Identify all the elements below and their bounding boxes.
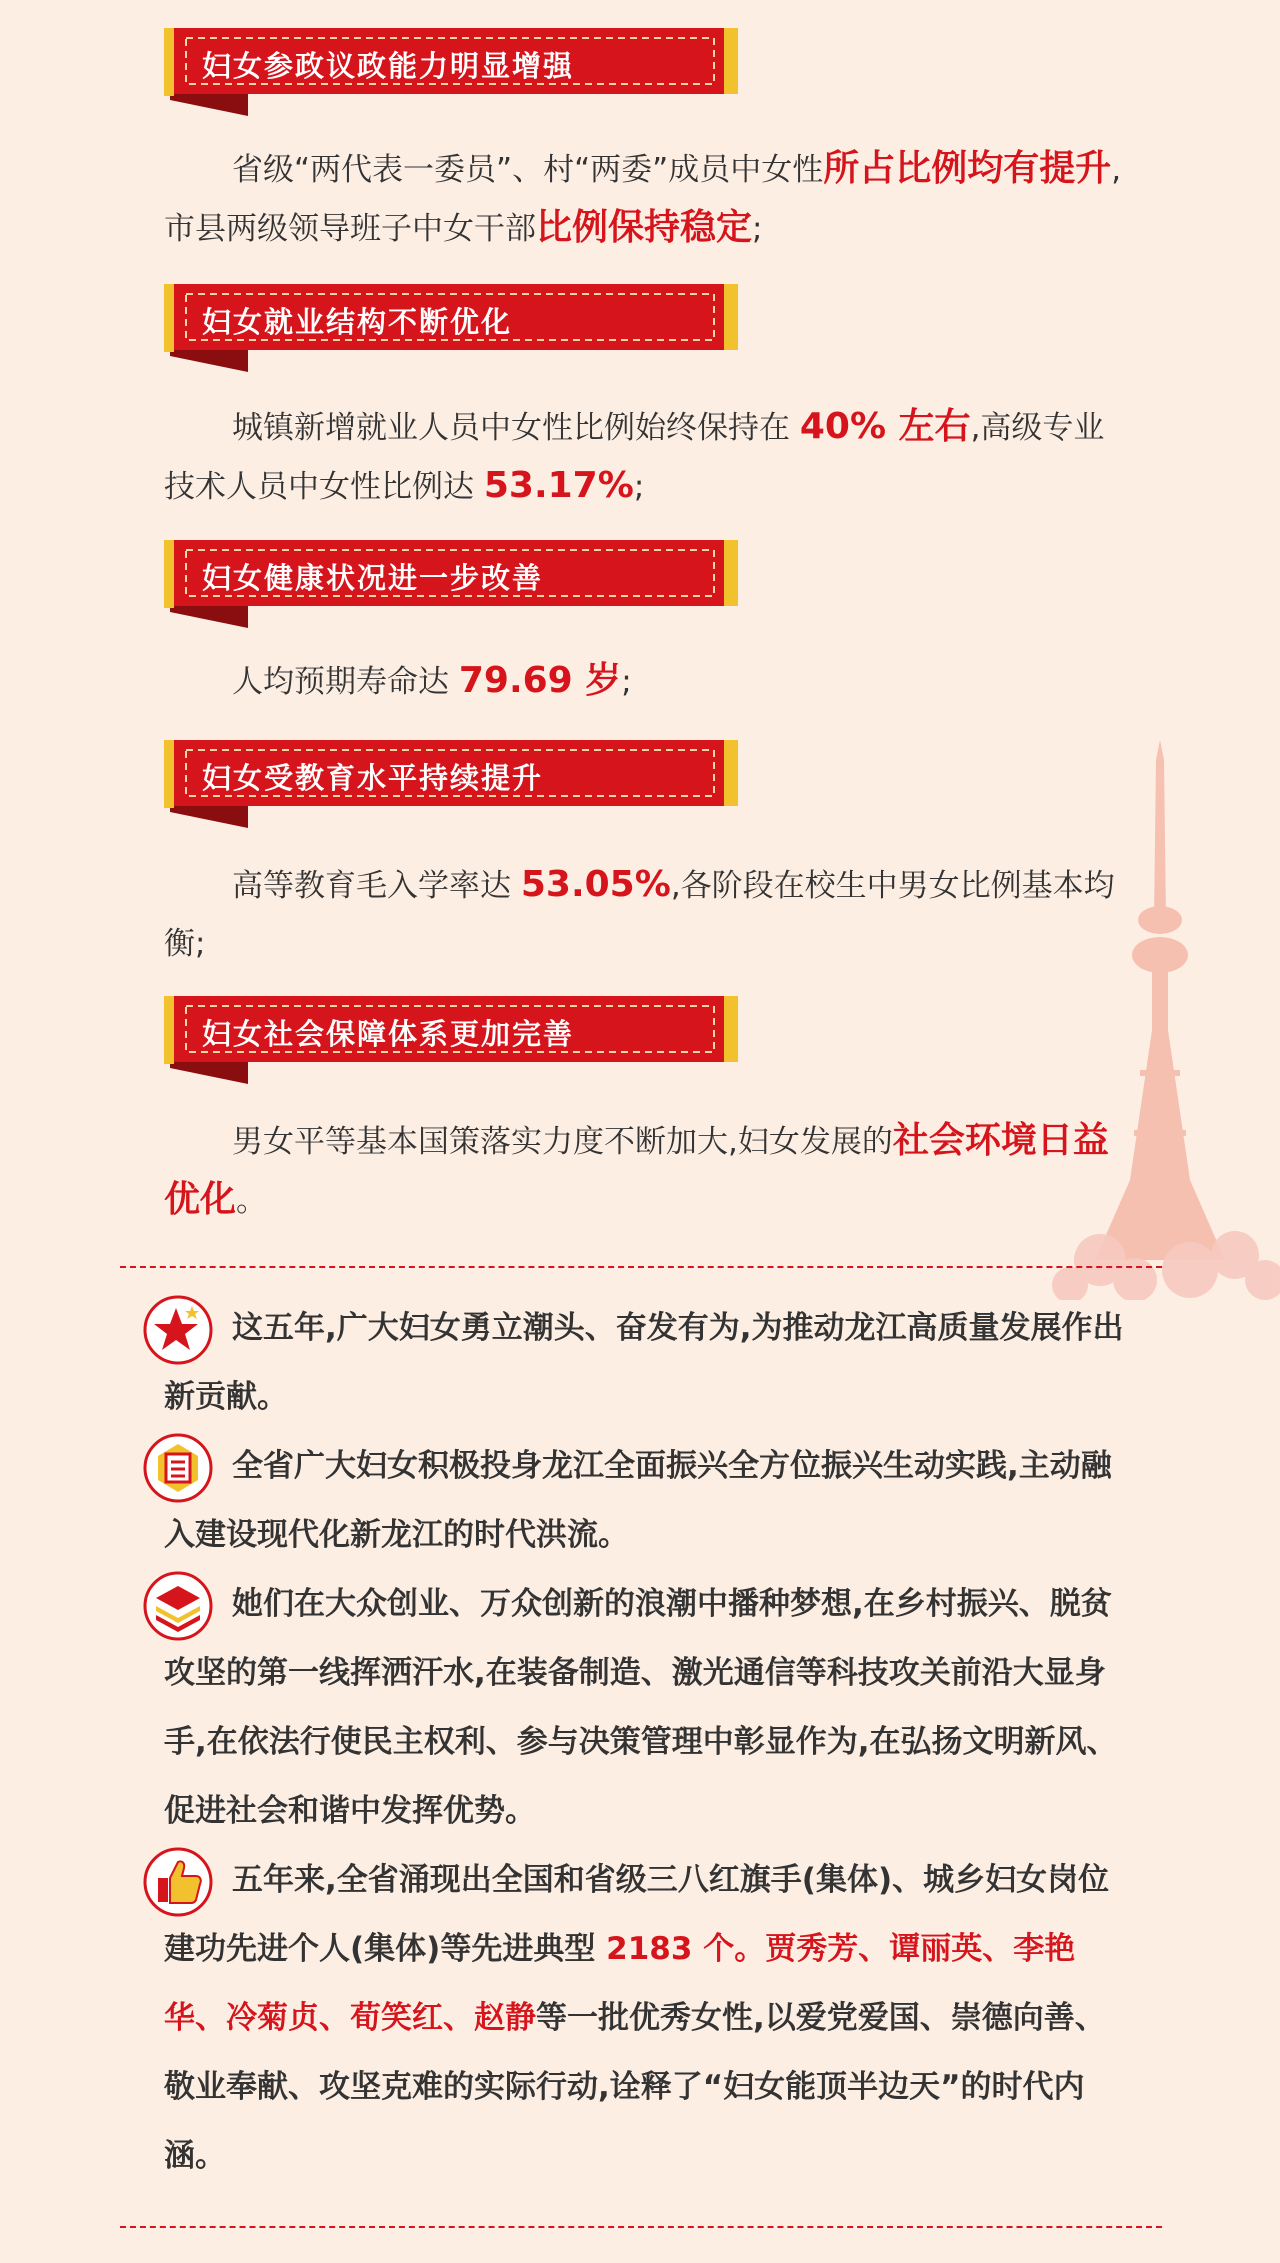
banner-title: 妇女健康状况进一步改善 <box>202 561 544 595</box>
document-icon <box>142 1432 214 1504</box>
section-dreams <box>164 1570 1124 1846</box>
text: ; <box>633 469 645 505</box>
banner-women-politics <box>164 28 740 118</box>
star-icon <box>142 1294 214 1366</box>
banner-title: 妇女受教育水平持续提升 <box>202 761 544 795</box>
highlight-text: 社会环境日益优化 <box>164 1120 1109 1220</box>
highlight-text: 比例保持稳定 <box>536 207 753 248</box>
text: ,市县两级领导班子中女干部 <box>164 152 1122 247</box>
text: 高等教育毛入学率达 <box>232 868 521 904</box>
highlight-text: 2183 个。贾秀芳、谭丽英、李艳华、冷菊贞、荀笑红、赵静 <box>164 1931 1076 2036</box>
text: 省级“两代表一委员”、村“两委”成员中女性 <box>232 152 824 188</box>
text: 人均预期寿命达 <box>232 664 459 700</box>
section-practice <box>164 1432 1124 1570</box>
dashed-divider-bottom <box>120 2226 1162 2228</box>
highlight-text: 所占比例均有提升 <box>823 148 1112 189</box>
section-text: 这五年,广大妇女勇立潮头、奋发有为,为推动龙江高质量发展作出新贡献。 <box>164 1310 1124 1415</box>
highlight-text: 40% 左右 <box>799 406 971 447</box>
text: 等一批优秀女性,以爱党爱国、崇德向善、敬业奉献、攻坚克难的实际行动,诠释了“妇女能顶半边天”的时代内涵。 <box>164 2000 1106 2174</box>
highlight-text: 53.05% <box>520 864 671 905</box>
paragraph-social <box>164 1112 1124 1230</box>
section-models <box>164 1846 1124 2191</box>
text: ; <box>752 211 763 247</box>
banner-title: 妇女参政议政能力明显增强 <box>202 49 575 83</box>
highlight-text: 53.17% <box>483 465 634 506</box>
highlight-text: 79.69 岁 <box>458 660 622 701</box>
dashed-divider <box>120 1266 1162 1268</box>
section-text: 全省广大妇女积极投身龙江全面振兴全方位振兴生动实践,主动融入建设现代化新龙江的时代洪流。 <box>164 1448 1112 1553</box>
section-text <box>164 1846 1124 2191</box>
thumbs-up-icon <box>142 1846 214 1918</box>
banner-women-employment <box>164 284 740 374</box>
text: ; <box>621 664 632 700</box>
text: 五年来,全省涌现出全国和省级三八红旗手(集体)、城乡妇女岗位建功先进个人(集体)等先进典型 <box>164 1862 1110 1967</box>
banner-title: 妇女就业结构不断优化 <box>202 305 513 339</box>
banner-women-social-security <box>164 996 740 1086</box>
text: 城镇新增就业人员中女性比例始终保持在 <box>232 410 800 446</box>
banner-women-education <box>164 740 740 830</box>
text: ,高级专业技术人员中女性比例达 <box>164 410 1105 505</box>
paragraph-employment <box>164 398 1124 516</box>
text: ,各阶段在校生中男女比例基本均衡; <box>164 868 1115 962</box>
text: 男女平等基本国策落实力度不断加大,妇女发展的 <box>232 1124 893 1160</box>
layers-icon <box>142 1570 214 1642</box>
section-text: 她们在大众创业、万众创新的浪潮中播种梦想,在乡村振兴、脱贫攻坚的第一线挥洒汗水,在装备制造、激光通信等科技攻关前沿大显身手,在依法行使民主权利、参与决策管理中彰显作为,在弘扬文明新风、促进社会和谐中发挥优势。 <box>164 1586 1118 1829</box>
paragraph-health <box>164 652 1124 711</box>
section-contribution <box>164 1294 1124 1432</box>
banner-women-health <box>164 540 740 630</box>
banner-title: 妇女社会保障体系更加完善 <box>202 1017 575 1051</box>
paragraph-education <box>164 856 1124 973</box>
paragraph-politics <box>164 140 1124 258</box>
text: 。 <box>236 1183 268 1219</box>
